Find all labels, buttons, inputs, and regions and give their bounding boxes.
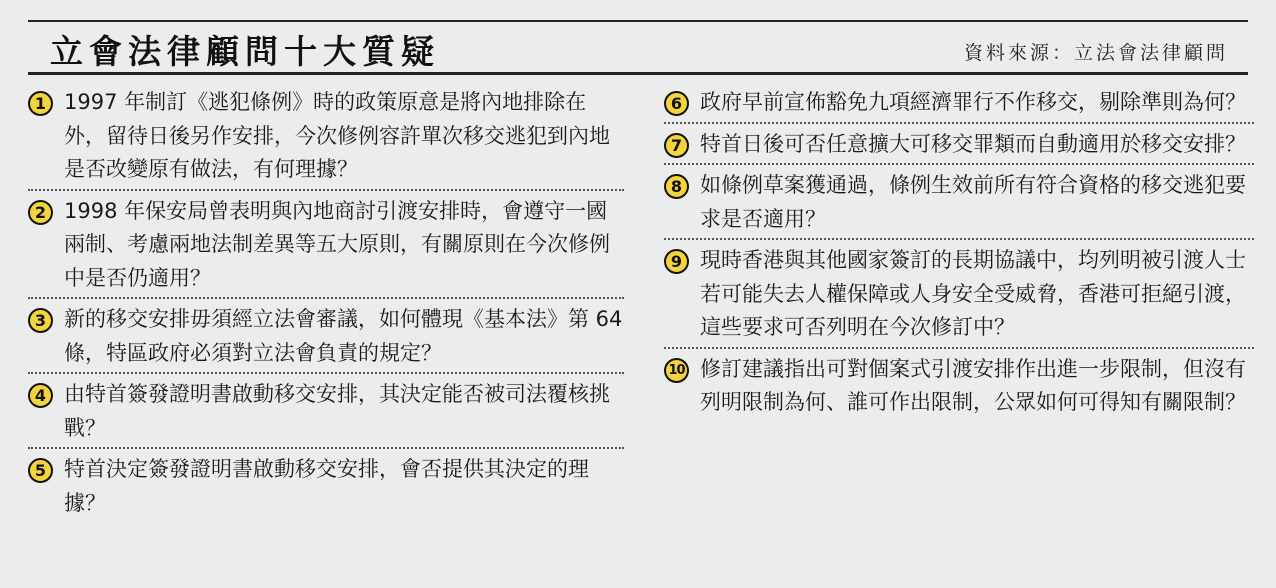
left-column — [28, 86, 624, 526]
question-item-6 — [664, 86, 1254, 124]
question-item-4 — [28, 378, 624, 449]
source-note: 資料來源：立法會法律顧問 — [963, 42, 1228, 64]
number-badge: 4 — [28, 383, 53, 408]
question-text: 現時香港與其他國家簽訂的長期協議中，均列明被引渡人士若可能失去人權保障或人身安全受威脅，香港可拒絕引渡，這些要求可否列明在今次修訂中？ — [700, 248, 1246, 339]
number-badge: 6 — [664, 91, 689, 116]
number-badge: 7 — [664, 133, 689, 158]
question-text: 特首日後可否任意擴大可移交罪類而自動適用於移交安排？ — [700, 131, 1246, 156]
question-text: 修訂建議指出可對個案式引渡安排作出進一步限制，但沒有列明限制為何、誰可作出限制，公眾如何可得知有關限制？ — [700, 356, 1246, 414]
number-badge: 3 — [28, 308, 53, 333]
question-item-2 — [28, 195, 624, 300]
number-badge: 8 — [664, 174, 689, 199]
number-badge: 9 — [664, 249, 689, 274]
number-badge: 5 — [28, 458, 53, 483]
question-text: 1997 年制訂《逃犯條例》時的政策原意是將內地排除在外，留待日後另作安排，今次修例容許單次移交逃犯到內地是否改變原有做法，有何理據？ — [64, 90, 610, 181]
top-rule — [28, 20, 1248, 22]
question-item-5 — [28, 453, 624, 522]
question-text: 如條例草案獲通過，條例生效前所有符合資格的移交逃犯要求是否適用？ — [700, 173, 1246, 231]
right-column — [664, 86, 1254, 426]
number-badge: 1 — [28, 91, 53, 116]
header-rule — [28, 72, 1248, 75]
question-text: 由特首簽發證明書啟動移交安排，其決定能否被司法覆核挑戰？ — [64, 382, 610, 440]
number-badge: 10 — [664, 358, 689, 383]
page-title: 立會法律顧問十大質疑 — [50, 32, 440, 71]
question-text: 新的移交安排毋須經立法會審議，如何體現《基本法》第 64 條，特區政府必須對立法會負責的規定？ — [64, 307, 623, 365]
question-item-7 — [664, 128, 1254, 166]
question-text: 特首決定簽發證明書啟動移交安排，會否提供其決定的理據？ — [64, 457, 589, 515]
question-item-10 — [664, 353, 1254, 422]
number-badge: 2 — [28, 200, 53, 225]
question-text: 政府早前宣佈豁免九項經濟罪行不作移交，剔除準則為何？ — [700, 90, 1246, 114]
question-item-1 — [28, 86, 624, 191]
question-item-8 — [664, 169, 1254, 240]
question-text: 1998 年保安局曾表明與內地商討引渡安排時，會遵守一國兩制、考慮兩地法制差異等五大原則，有關原則在今次修例中是否仍適用？ — [64, 198, 610, 290]
question-item-3 — [28, 303, 624, 374]
question-item-9 — [664, 244, 1254, 349]
